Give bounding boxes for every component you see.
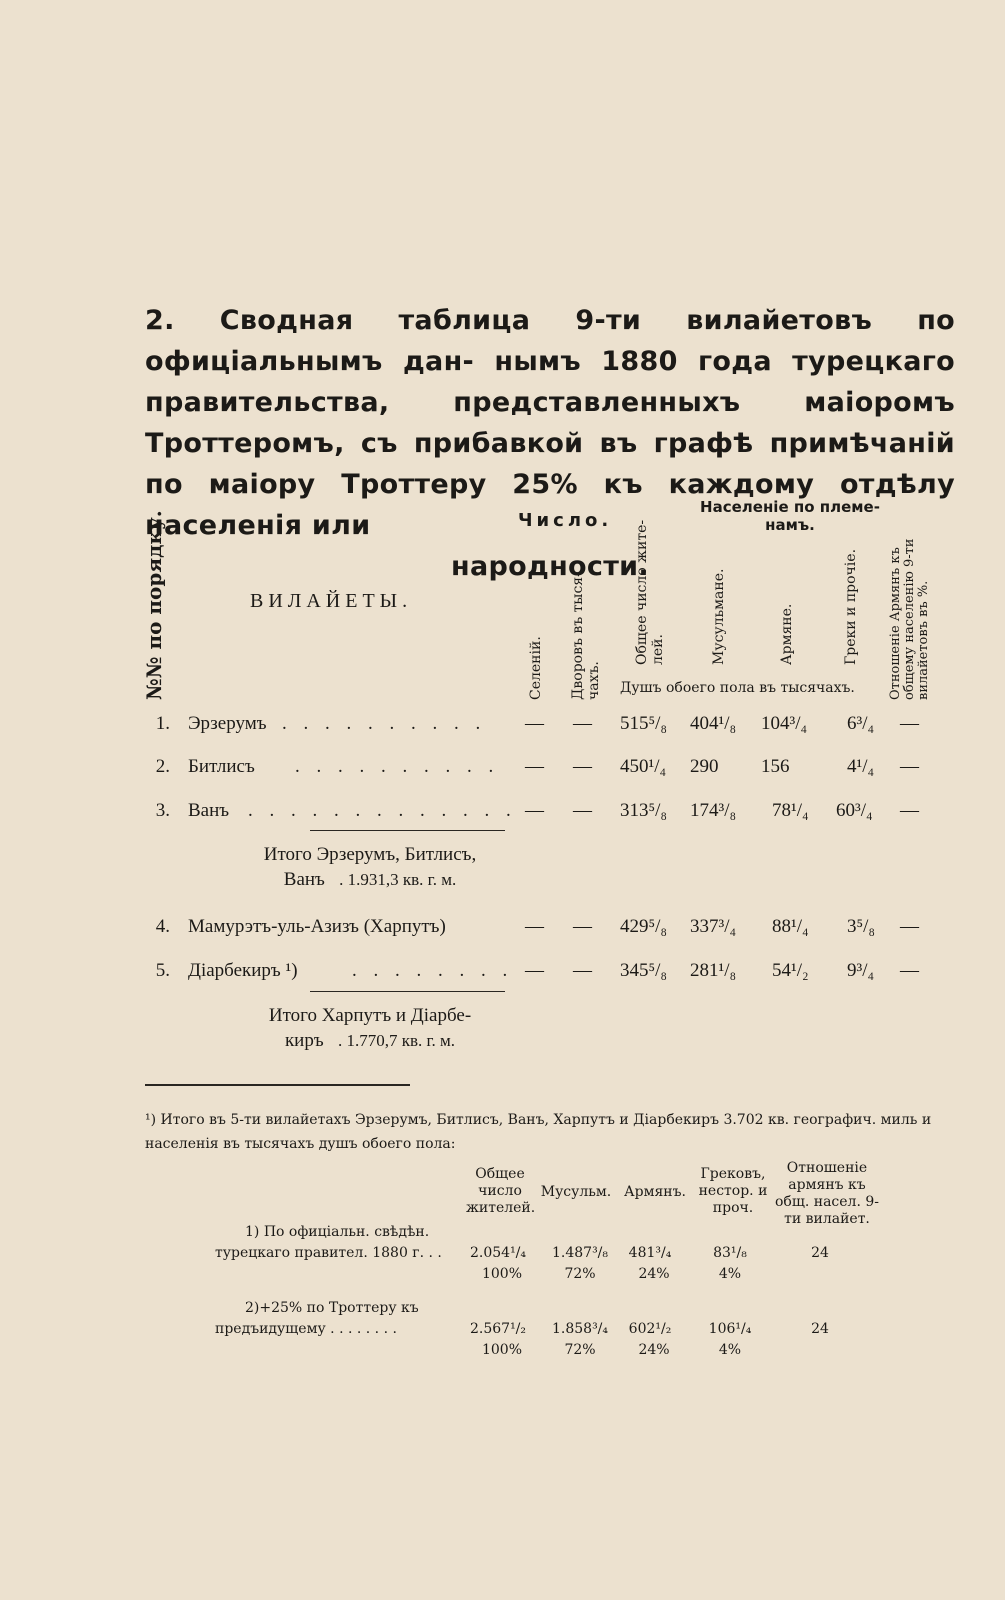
table-row (0, 916, 1005, 944)
row-vilayet: Мамурэтъ-уль-Азизъ (Харпутъ) (188, 916, 446, 937)
cell-greki: 3⁵/₈ (847, 916, 876, 937)
col-header-number: №№ по порядку. (142, 510, 166, 700)
cell-total: 313⁵/₈ (620, 800, 668, 821)
cell-total: 429⁵/₈ (620, 916, 668, 937)
fn-row2-mus: 1.858³/₄ (551, 1321, 609, 1337)
fn-row1-pct-mus: 72% (564, 1266, 596, 1282)
cell-greki: 9³/₄ (847, 960, 875, 981)
subtotal-block (235, 842, 505, 892)
cell-total: 515⁵/₈ (620, 713, 668, 734)
subtotal-line-2 (235, 867, 505, 892)
leader-dots: . . . . . . . . . . (282, 713, 487, 734)
cell-dvorov: — (573, 916, 592, 937)
fn-row1-gr: 83¹/₈ (713, 1245, 747, 1261)
row-number: 3. (155, 800, 170, 821)
table-row (0, 713, 1005, 741)
fn-col-gr: Грековъ, нестор. и проч. (698, 1166, 768, 1216)
cell-dvorov: — (573, 960, 592, 981)
table-row (0, 756, 1005, 784)
fn-col-otn: Отношеніе армянъ къ общ. насел. 9-ти вилайет. (774, 1160, 879, 1227)
cell-dvorov: — (573, 756, 592, 777)
cell-musulmane: 281¹/₈ (690, 960, 737, 981)
cell-armyane: 156 (761, 756, 790, 777)
table-title (145, 300, 955, 587)
cell-dvorov: — (573, 713, 592, 734)
fn-row1-pct-gr: 4% (718, 1266, 742, 1282)
subtotal-block (235, 1003, 505, 1053)
fn-row2-otn: 24 (811, 1321, 829, 1337)
leader-dots: . . . . . . . . (352, 960, 514, 981)
cell-otnoshenie: — (900, 960, 919, 981)
col-header-dvorov: Дворовъ въ тыся-чахъ. (570, 572, 602, 700)
units-label: Душъ обоего пола въ тысячахъ. (620, 680, 855, 696)
title-line-1: 2. Сводная таблица 9-ти вилайетовъ по офиціальнымъ дан- (145, 305, 955, 377)
cell-otnoshenie: — (900, 916, 919, 937)
fn-row1-mus: 1.487³/₈ (551, 1245, 609, 1261)
cell-musulmane: 290 (690, 756, 719, 777)
fn-col-arm: Армянъ. (624, 1184, 686, 1200)
cell-otnoshenie: — (900, 713, 919, 734)
row-number: 2. (155, 756, 170, 777)
fn-row1-label-2: турецкаго правител. 1880 г. . . (215, 1245, 442, 1261)
subtotal-name: киръ (284, 1030, 324, 1051)
table-row (0, 800, 1005, 828)
fn-row1-label-1: 1) По офиціальн. свѣдѣн. (245, 1224, 430, 1240)
fn-row2-arm: 602¹/₂ (628, 1321, 672, 1337)
subtotal-line-1: Итого Харпутъ и Діарбе- (268, 1005, 472, 1026)
col-header-greki: Греки и прочіе. (843, 548, 859, 665)
title-line-3: маіоромъ Троттеромъ, съ прибавкой въ графѣ примѣчаній по (145, 387, 955, 500)
cell-musulmane: 174³/₈ (690, 800, 737, 821)
row-number: 1. (155, 713, 170, 734)
cell-seleniy: — (525, 756, 544, 777)
footnote-rule (145, 1084, 410, 1086)
fn-col-total: Общее число жителей. (466, 1166, 536, 1216)
cell-armyane: 104³/₄ (761, 713, 808, 734)
subtotal-line-1: Итого Эрзерумъ, Битлисъ, (263, 844, 477, 865)
subtotal-rule (310, 991, 505, 992)
row-vilayet: Битлисъ (188, 756, 255, 777)
col-header-naselenie: Населеніе по племе-намъ. (700, 498, 880, 534)
cell-armyane: 78¹/₄ (772, 800, 809, 821)
cell-otnoshenie: — (900, 756, 919, 777)
subtotal-area: . 1.931,3 кв. г. м. (339, 870, 457, 889)
col-header-vilayets: ВИЛАЙЕТЫ. (250, 590, 413, 612)
row-number: 5. (155, 960, 170, 981)
cell-otnoshenie: — (900, 800, 919, 821)
col-header-chislo: Число. (518, 510, 613, 531)
title-line-5: народности. (451, 551, 649, 582)
cell-musulmane: 337³/₄ (690, 916, 737, 937)
leader-dots: . . . . . . . . . . (295, 756, 500, 777)
cell-seleniy: — (525, 916, 544, 937)
col-header-obshchee: Общее число жите-лей. (634, 519, 666, 665)
cell-greki: 60³/₄ (836, 800, 873, 821)
fn-row2-total: 2.567¹/₂ (469, 1321, 527, 1337)
subtotal-line-2 (235, 1028, 505, 1053)
row-vilayet: Діарбекиръ ¹) (188, 960, 298, 981)
fn-row1-pct-total: 100% (481, 1266, 523, 1282)
fn-row2-label-1: 2)+25% по Троттеру къ (245, 1300, 419, 1316)
fn-row1-otn: 24 (811, 1245, 829, 1261)
fn-row1-total: 2.054¹/₄ (469, 1245, 527, 1261)
cell-seleniy: — (525, 800, 544, 821)
col-header-musulmane: Мусульмане. (711, 568, 727, 665)
cell-seleniy: — (525, 960, 544, 981)
fn-row2-pct-arm: 24% (638, 1342, 670, 1358)
row-number: 4. (155, 916, 170, 937)
fn-row2-gr: 106¹/₄ (708, 1321, 752, 1337)
cell-musulmane: 404¹/₈ (690, 713, 737, 734)
title-line-2: нымъ 1880 года турецкаго правительства, представленныхъ (145, 346, 955, 418)
col-header-seleniy: Селеній. (528, 636, 544, 700)
cell-total: 450¹/₄ (620, 756, 667, 777)
cell-seleniy: — (525, 713, 544, 734)
cell-greki: 6³/₄ (847, 713, 875, 734)
row-vilayet: Эрзерумъ (188, 713, 267, 734)
fn-row2-pct-total: 100% (481, 1342, 523, 1358)
title-line-4: маіору Троттеру 25% къ каждому отдѣлу населенія или (145, 469, 955, 541)
col-header-armyane: Армяне. (779, 603, 795, 665)
cell-greki: 4¹/₄ (847, 756, 875, 777)
fn-row1-pct-arm: 24% (638, 1266, 670, 1282)
fn-col-mus: Мусульм. (540, 1184, 612, 1200)
cell-armyane: 54¹/₂ (772, 960, 809, 981)
table-row (0, 960, 1005, 988)
subtotal-area: . 1.770,7 кв. г. м. (337, 1031, 456, 1050)
fn-row1-arm: 481³/₄ (628, 1245, 672, 1261)
fn-row2-pct-gr: 4% (718, 1342, 742, 1358)
subtotal-name: Ванъ (283, 869, 325, 890)
cell-dvorov: — (573, 800, 592, 821)
fn-row2-label-2: предъидущему . . . . . . . . (215, 1321, 397, 1337)
cell-armyane: 88¹/₄ (772, 916, 809, 937)
fn-row2-pct-mus: 72% (564, 1342, 596, 1358)
leader-dots: . . . . . . . . . . . . . (248, 800, 517, 821)
row-vilayet: Ванъ (188, 800, 230, 821)
subtotal-rule (310, 830, 505, 831)
cell-total: 345⁵/₈ (620, 960, 668, 981)
col-header-otnoshenie: Отношеніе Армянъ къ общему населенію 9-ти вилайетовъ въ %. (888, 538, 931, 700)
footnote-text: ¹) Итого въ 5-ти вилайетахъ Эрзерумъ, Битлисъ, Ванъ, Харпутъ и Діарбекиръ 3.702 кв. географич. миль и населенія въ тысячахъ душъ обоего пола: (145, 1112, 932, 1152)
